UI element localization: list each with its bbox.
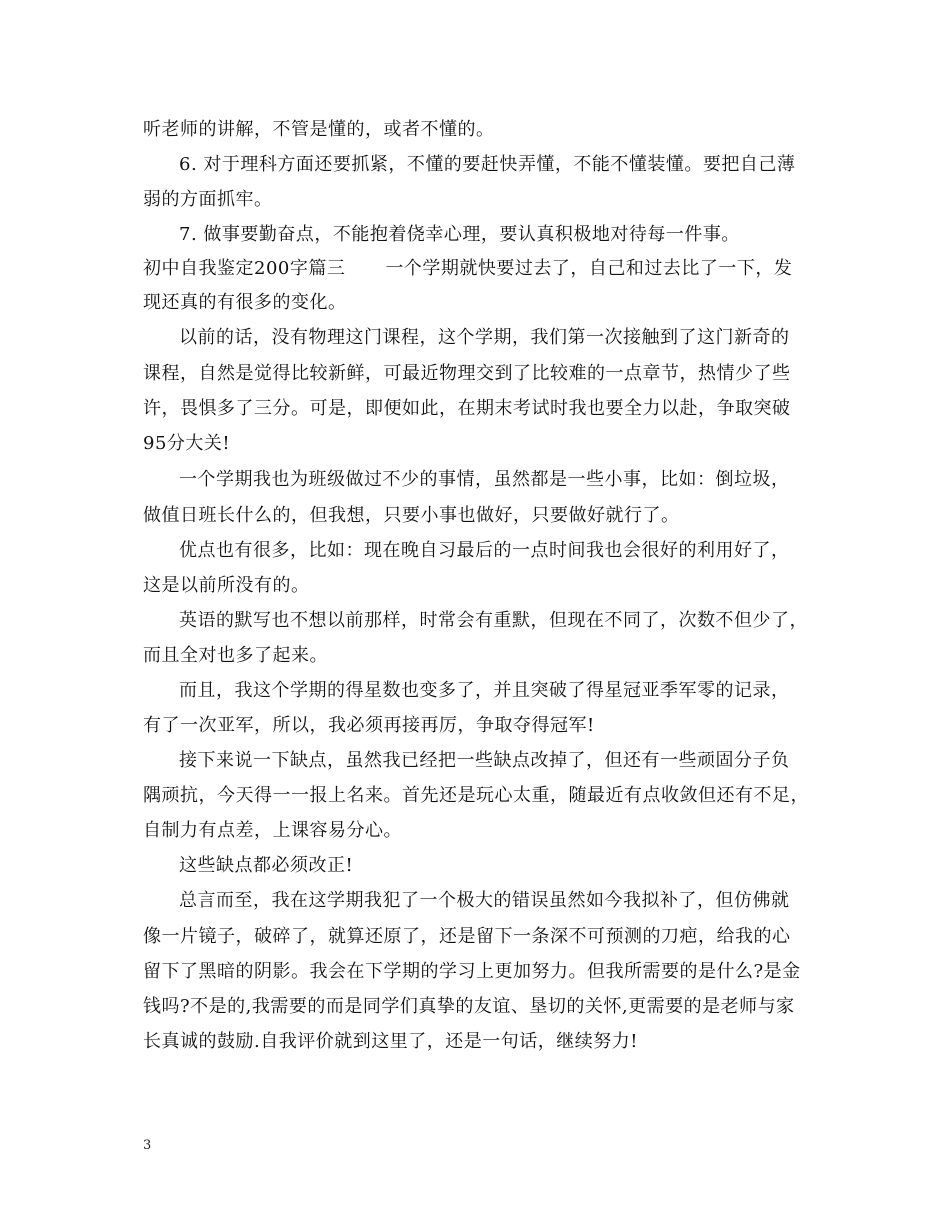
text-line: 这是以前所没有的。 bbox=[143, 575, 310, 596]
text-line: 自制力有点差，上课容易分心。 bbox=[143, 820, 402, 841]
text-line: 留下了黑暗的阴影。我会在下学期的学习上更加努力。但我所需要的是什么?是金 bbox=[143, 961, 801, 982]
text-line: 听老师的讲解，不管是懂的，或者不懂的。 bbox=[143, 119, 495, 140]
text-line: 7. 做事要勤奋点，不能抱着侥幸心理，要认真积极地对待每一件事。 bbox=[179, 224, 740, 245]
text-line: 许，畏惧多了三分。可是，即便如此，在期末考试时我也要全力以赴，争取突破 bbox=[143, 398, 791, 419]
text-line: 95分大关! bbox=[143, 433, 231, 454]
text-line: 做值日班长什么的，但我想，只要小事也做好，只要做好就行了。 bbox=[143, 505, 680, 526]
text-line: 英语的默写也不想以前那样，时常会有重默，但现在不同了，次数不但少了， bbox=[179, 610, 808, 631]
text-line: 课程，自然是觉得比较新鲜，可最近物理交到了比较难的一点章节，热情少了些 bbox=[143, 363, 791, 384]
section-heading: 初中自我鉴定200字篇三 bbox=[143, 258, 346, 279]
page-number: 3 bbox=[143, 1138, 152, 1153]
text-line: 接下来说一下缺点，虽然我已经把一些缺点改掉了，但还有一些顽固分子负 bbox=[179, 750, 790, 771]
text-line: 弱的方面抓牢。 bbox=[143, 189, 273, 210]
text-line: 6. 对于理科方面还要抓紧，不懂的要赶快弄懂，不能不懂装懂。要把自己薄 bbox=[179, 154, 796, 175]
text-line: 钱吗?不是的,我需要的而是同学们真挚的友谊、垦切的关怀,更需要的是老师与家 bbox=[143, 996, 795, 1017]
text-line: 长真诚的鼓励.自我评价就到这里了，还是一句话，继续努力! bbox=[143, 1031, 638, 1052]
text-line: 以前的话，没有物理这门课程，这个学期，我们第一次接触到了这门新奇的 bbox=[179, 327, 790, 348]
text-line: 这些缺点都必须改正! bbox=[179, 855, 354, 876]
text-line: 总言而至，我在这学期我犯了一个极大的错误虽然如今我拟补了，但仿佛就 bbox=[179, 890, 790, 911]
text-line: 而且，我这个学期的得星数也变多了，并且突破了得星冠亚季军零的记录， bbox=[179, 680, 790, 701]
text-line: 隅顽抗，今天得一一报上名来。首先还是玩心太重，随最近有点收敛但还有不足， bbox=[143, 785, 809, 806]
text-line: 像一片镜子，破碎了，就算还原了，还是留下一条深不可预测的刀疤，给我的心 bbox=[143, 926, 791, 947]
text-line: 有了一次亚军，所以，我必须再接再厉，争取夺得冠军! bbox=[143, 715, 595, 736]
text-line: 优点也有很多，比如：现在晚自习最后的一点时间我也会很好的利用好了， bbox=[179, 540, 790, 561]
section-heading-line bbox=[143, 257, 823, 281]
text-span: 一个学期就快要过去了，自己和过去比了一下，发 bbox=[385, 258, 793, 279]
text-line: 现还真的有很多的变化。 bbox=[143, 292, 347, 313]
text-line: 一个学期我也为班级做过不少的事情，虽然都是一些小事，比如：倒垃圾， bbox=[179, 469, 790, 490]
text-line: 而且全对也多了起来。 bbox=[143, 645, 328, 666]
